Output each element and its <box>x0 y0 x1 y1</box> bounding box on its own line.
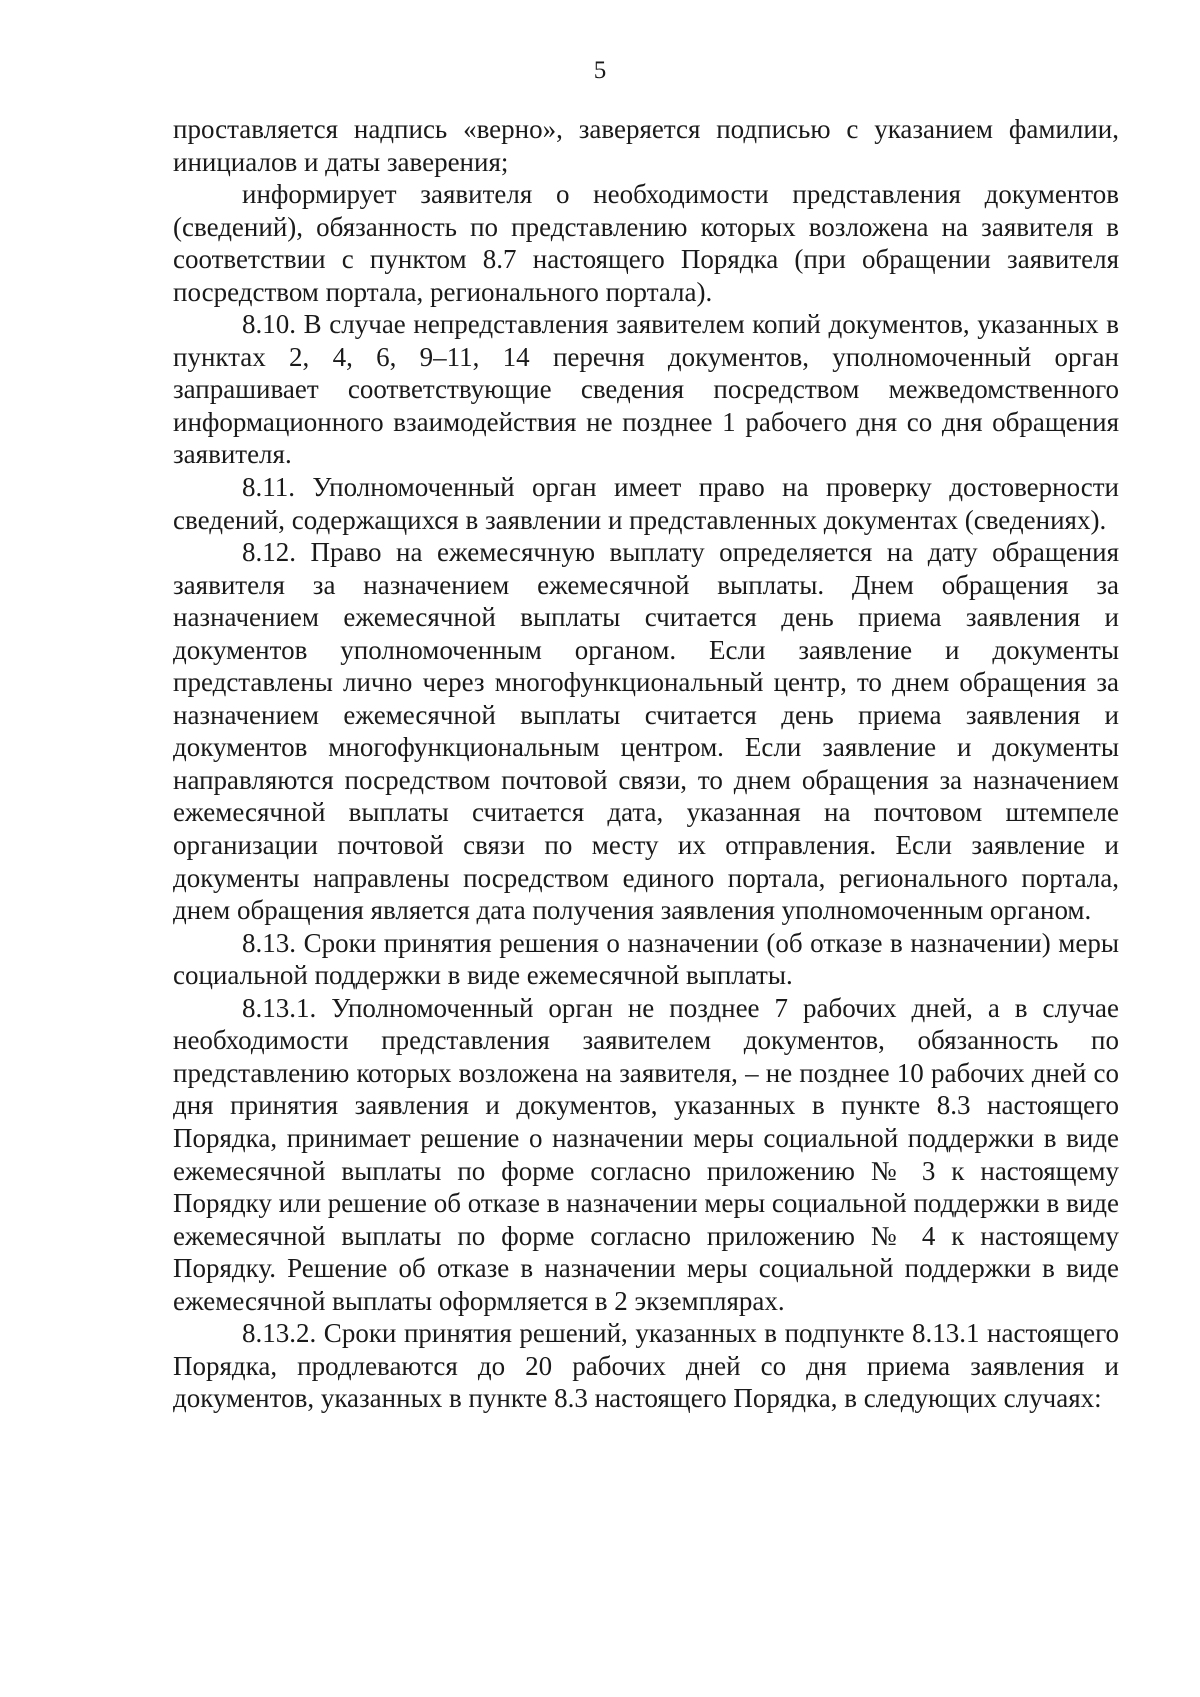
document-body <box>173 113 1119 1415</box>
paragraph-8-10: 8.10. В случае непредставления заявителем копий документов, указанных в пунктах 2, 4, 6, 9–11, 14 перечня документов, уполномоченный орган запрашивает соответствующие сведения посредством межведомственного информационного взаимодействия не позднее 1 рабочего дня со дня обращения заявителя. <box>173 309 1119 470</box>
paragraph-8-12: 8.12. Право на ежемесячную выплату определяется на дату обращения заявителя за назначением ежемесячной выплаты. Днем обращения за назначением ежемесячной выплаты считается день приема заявления и документов уполномоченным органом. Если заявление и документы представлены лично через многофункциональный центр, то днем обращения за назначением ежемесячной выплаты считается день приема заявления и документов многофункциональным центром. Если заявление и документы направляются посредством почтовой связи, то днем обращения за назначением ежемесячной выплаты считается дата, указанная на почтовом штемпеле организации почтовой связи по месту их отправления. Если заявление и документы направлены посредством единого портала, регионального портала, днем обращения является дата получения заявления уполномоченным органом. <box>173 537 1119 926</box>
page-number: 5 <box>593 57 607 84</box>
paragraph-8-13-1: 8.13.1. Уполномоченный орган не позднее 7 рабочих дней, а в случае необходимости представления заявителем документов, обязанность по представлению которых возложена на заявителя, – не позднее 10 рабочих дней со дня принятия заявления и документов, указанных в пункте 8.3 настоящего Порядка, принимает решение о назначении меры социальной поддержки в виде ежемесячной выплаты по форме согласно приложению № 3 к настоящему Порядку или решение об отказе в назначении меры социальной поддержки в виде ежемесячной выплаты по форме согласно приложению № 4 к настоящему Порядку. Решение об отказе в назначении меры социальной поддержки в виде ежемесячной выплаты оформляется в 2 экземплярах. <box>173 992 1119 1316</box>
paragraph-continuation: проставляется надпись «верно», заверяется подписью с указанием фамилии, инициалов и даты заверения; <box>173 114 1119 177</box>
paragraph-8-13-2: 8.13.2. Сроки принятия решений, указанных в подпункте 8.13.1 настоящего Порядка, продлеваются до 20 рабочих дней со дня приема заявления и документов, указанных в пункте 8.3 настоящего Порядка, в следующих случаях: <box>173 1318 1119 1414</box>
paragraph-8-11: 8.11. Уполномоченный орган имеет право на проверку достоверности сведений, содержащихся в заявлении и представленных документах (сведениях). <box>173 472 1119 535</box>
paragraph-informs-applicant: информирует заявителя о необходимости представления документов (сведений), обязанность по представлению которых возложена на заявителя в соответствии с пунктом 8.7 настоящего Порядка (при обращении заявителя посредством портала, регионального портала). <box>173 179 1119 307</box>
paragraph-8-13: 8.13. Сроки принятия решения о назначении (об отказе в назначении) меры социальной поддержки в виде ежемесячной выплаты. <box>173 927 1119 991</box>
